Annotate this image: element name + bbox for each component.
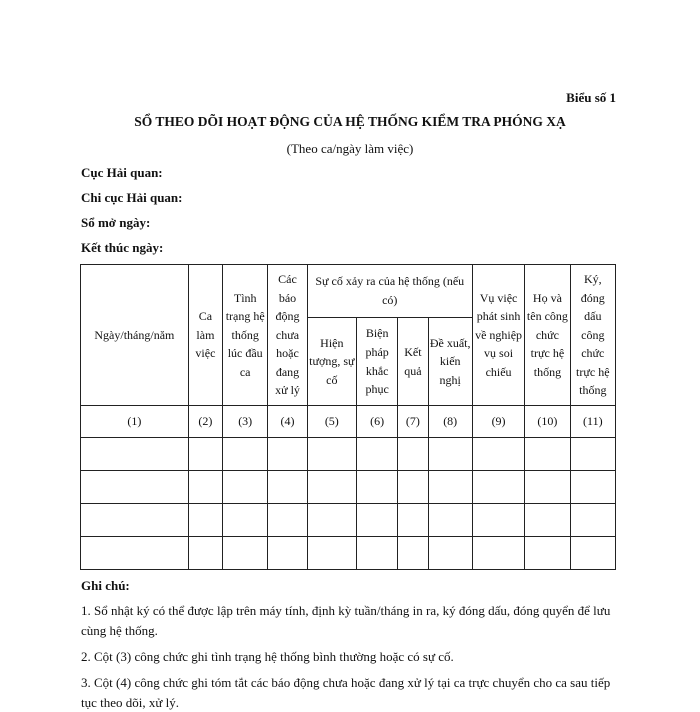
empty-cell <box>307 504 356 537</box>
column-number: (8) <box>428 406 472 438</box>
header-screening-cases: Vụ việc phát sinh về nghiệp vụ soi chiếu <box>472 265 524 406</box>
empty-cell <box>472 438 524 471</box>
header-officer-name: Họ và tên công chức trực hệ thống <box>525 265 570 406</box>
column-number: (11) <box>570 406 615 438</box>
empty-cell <box>570 471 615 504</box>
column-number-row <box>81 406 616 438</box>
note-item: 2. Cột (3) công chức ghi tình trạng hệ thống bình thường hoặc có sự cố. <box>81 649 454 664</box>
empty-cell <box>570 438 615 471</box>
empty-cell <box>81 471 189 504</box>
note-item: 1. Sổ nhật ký có thể được lập trên máy tính, định kỳ tuần/tháng in ra, ký đóng dấu, đóng quyển để lưu cùng hệ thống. <box>81 603 611 638</box>
empty-cell <box>398 471 428 504</box>
empty-cell <box>188 438 222 471</box>
empty-cell <box>525 504 570 537</box>
field-customs-branch: Chi cục Hải quan: <box>81 190 183 205</box>
notes-title: Ghi chú: <box>81 578 130 593</box>
field-customs-department: Cục Hải quan: <box>81 165 163 180</box>
empty-cell <box>223 471 268 504</box>
empty-cell <box>428 438 472 471</box>
header-incident-group: Sự cố xảy ra của hệ thống (nếu có) <box>307 265 472 318</box>
document-subtitle: (Theo ca/ngày làm việc) <box>286 141 414 156</box>
empty-cell <box>357 471 398 504</box>
document-title: SỔ THEO DÕI HOẠT ĐỘNG CỦA HỆ THỐNG KIỂM TRA PHÓNG XẠ <box>134 114 566 129</box>
header-shift: Ca làm việc <box>188 265 222 406</box>
form-code: Biểu số 1 <box>566 90 616 105</box>
empty-cell <box>188 504 222 537</box>
table-row <box>81 471 616 504</box>
column-number: (3) <box>223 406 268 438</box>
empty-cell <box>357 438 398 471</box>
column-number: (10) <box>525 406 570 438</box>
table-body <box>81 438 616 570</box>
empty-cell <box>188 471 222 504</box>
empty-cell <box>357 504 398 537</box>
column-number: (2) <box>188 406 222 438</box>
header-pending-alarms: Các báo động chưa hoặc đang xử lý <box>268 265 307 406</box>
empty-cell <box>398 537 428 570</box>
empty-cell <box>81 504 189 537</box>
column-number: (7) <box>398 406 428 438</box>
empty-cell <box>428 471 472 504</box>
empty-cell <box>223 438 268 471</box>
empty-cell <box>398 504 428 537</box>
header-phenomenon: Hiện tượng, sự cố <box>307 318 356 406</box>
empty-cell <box>81 537 189 570</box>
empty-cell <box>570 537 615 570</box>
empty-cell <box>223 504 268 537</box>
empty-cell <box>472 471 524 504</box>
note-item: 3. Cột (4) công chức ghi tóm tắt các báo động chưa hoặc đang xử lý tại ca trực chuyển cho ca sau tiếp tục theo dõi, xử lý. <box>81 675 611 710</box>
column-number: (5) <box>307 406 356 438</box>
header-system-status: Tình trạng hệ thống lúc đầu ca <box>223 265 268 406</box>
table-row <box>81 537 616 570</box>
empty-cell <box>268 471 307 504</box>
empty-cell <box>268 537 307 570</box>
empty-cell <box>188 537 222 570</box>
table-row <box>81 504 616 537</box>
table-row <box>81 438 616 471</box>
header-signature: Ký, đóng dấu công chức trực hệ thống <box>570 265 615 406</box>
column-number: (9) <box>472 406 524 438</box>
header-result: Kết quả <box>398 318 428 406</box>
empty-cell <box>525 471 570 504</box>
empty-cell <box>428 537 472 570</box>
column-number: (4) <box>268 406 307 438</box>
empty-cell <box>307 471 356 504</box>
empty-cell <box>570 504 615 537</box>
empty-cell <box>472 537 524 570</box>
empty-cell <box>268 438 307 471</box>
column-number: (1) <box>81 406 189 438</box>
empty-cell <box>307 438 356 471</box>
header-date: Ngày/tháng/năm <box>81 265 189 406</box>
empty-cell <box>357 537 398 570</box>
empty-cell <box>268 504 307 537</box>
column-number: (6) <box>357 406 398 438</box>
header-proposal: Đề xuất, kiến nghị <box>428 318 472 406</box>
log-table <box>80 264 616 570</box>
field-open-date: Sổ mở ngày: <box>81 215 151 230</box>
empty-cell <box>398 438 428 471</box>
field-end-date: Kết thúc ngày: <box>81 240 164 255</box>
empty-cell <box>525 537 570 570</box>
empty-cell <box>307 537 356 570</box>
empty-cell <box>81 438 189 471</box>
empty-cell <box>472 504 524 537</box>
header-remedy: Biện pháp khắc phục <box>357 318 398 406</box>
empty-cell <box>223 537 268 570</box>
empty-cell <box>525 438 570 471</box>
empty-cell <box>428 504 472 537</box>
